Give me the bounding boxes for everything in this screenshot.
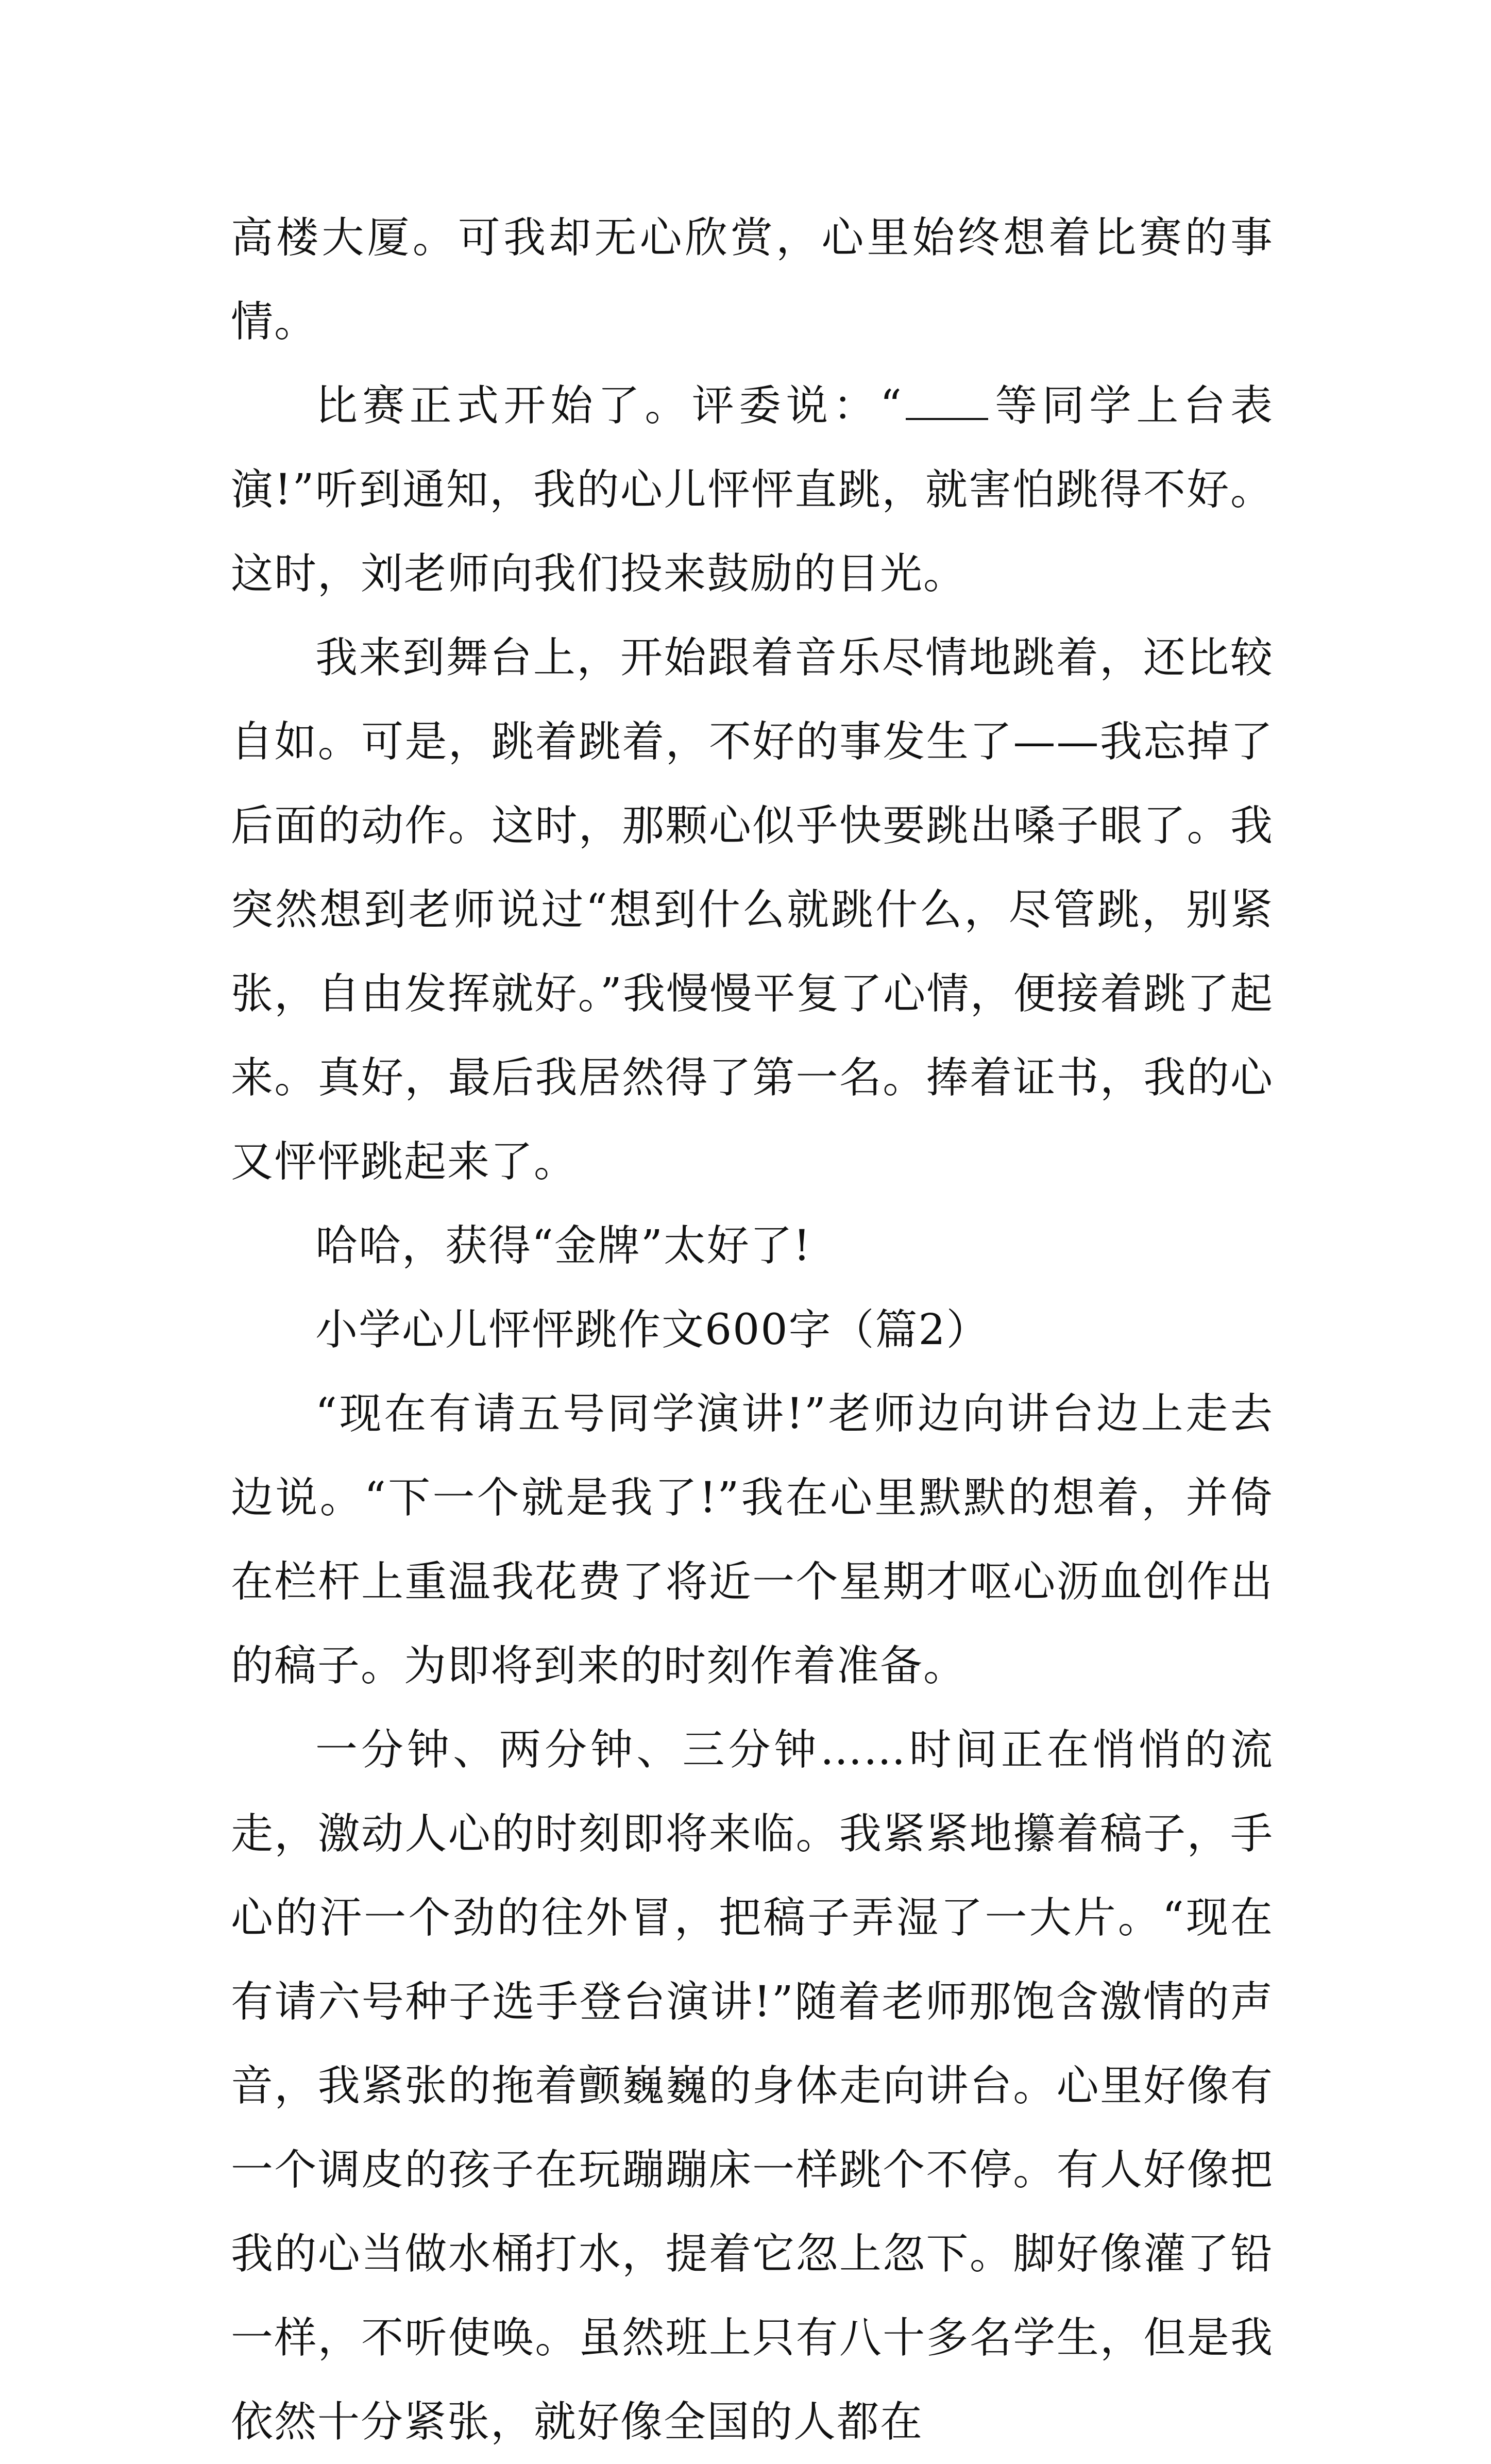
paragraph-text-before-blank: 比赛正式开始了。评委说：“ — [315, 381, 903, 430]
paragraph-gold-medal: 哈哈，获得“金牌”太好了! — [315, 1221, 811, 1270]
paragraph-speech-call: “现在有请五号同学演讲!”老师边向讲台边上走去边说。“下一个就是我了!”我在心里默默的想着，并倚在栏杆上重温我花费了将近一个星期才呕心沥血创作出的稿子。为即将到来的时刻作着准备。 — [231, 1389, 1274, 1690]
paragraph-competition-start — [231, 364, 1274, 616]
paragraph-text-after-blank: 等同学上台表演!”听到通知，我的心儿怦怦直跳，就害怕跳得不好。这时，刘老师向我们投来鼓励的目光。 — [231, 381, 1274, 598]
essay-heading: 小学心儿怦怦跳作文600字（篇2） — [315, 1305, 990, 1354]
paragraph-nervous-wait: 一分钟、两分钟、三分钟……时间正在悄悄的流走，激动人心的时刻即将来临。我紧紧地攥着稿子，手心的汗一个劲的往外冒，把稿子弄湿了一大片。“现在有请六号种子选手登台演讲!”随着老师那饱含激情的声音，我紧张的拖着颤巍巍的身体走向讲台。心里好像有一个调皮的孩子在玩蹦蹦床一样跳个不停。有人好像把我的心当做水桶打水，提着它忽上忽下。脚好像灌了铅一样，不听使唤。虽然班上只有八十多名学生，但是我依然十分紧张，就好像全国的人都在 — [231, 1725, 1274, 2446]
paragraph-on-stage: 我来到舞台上，开始跟着音乐尽情地跳着，还比较自如。可是，跳着跳着，不好的事发生了——我忘掉了后面的动作。这时，那颗心似乎快要跳出嗓子眼了。我突然想到老师说过“想到什么就跳什么，尽管跳，别紧张，自由发挥就好。”我慢慢平复了心情，便接着跳了起来。真好，最后我居然得了第一名。捧着证书，我的心又怦怦跳起来了。 — [231, 633, 1274, 1186]
name-blank — [906, 416, 988, 420]
document-page — [231, 196, 1274, 2464]
paragraph-continuation: 高楼大厦。可我却无心欣赏，心里始终想着比赛的事情。 — [231, 213, 1274, 346]
